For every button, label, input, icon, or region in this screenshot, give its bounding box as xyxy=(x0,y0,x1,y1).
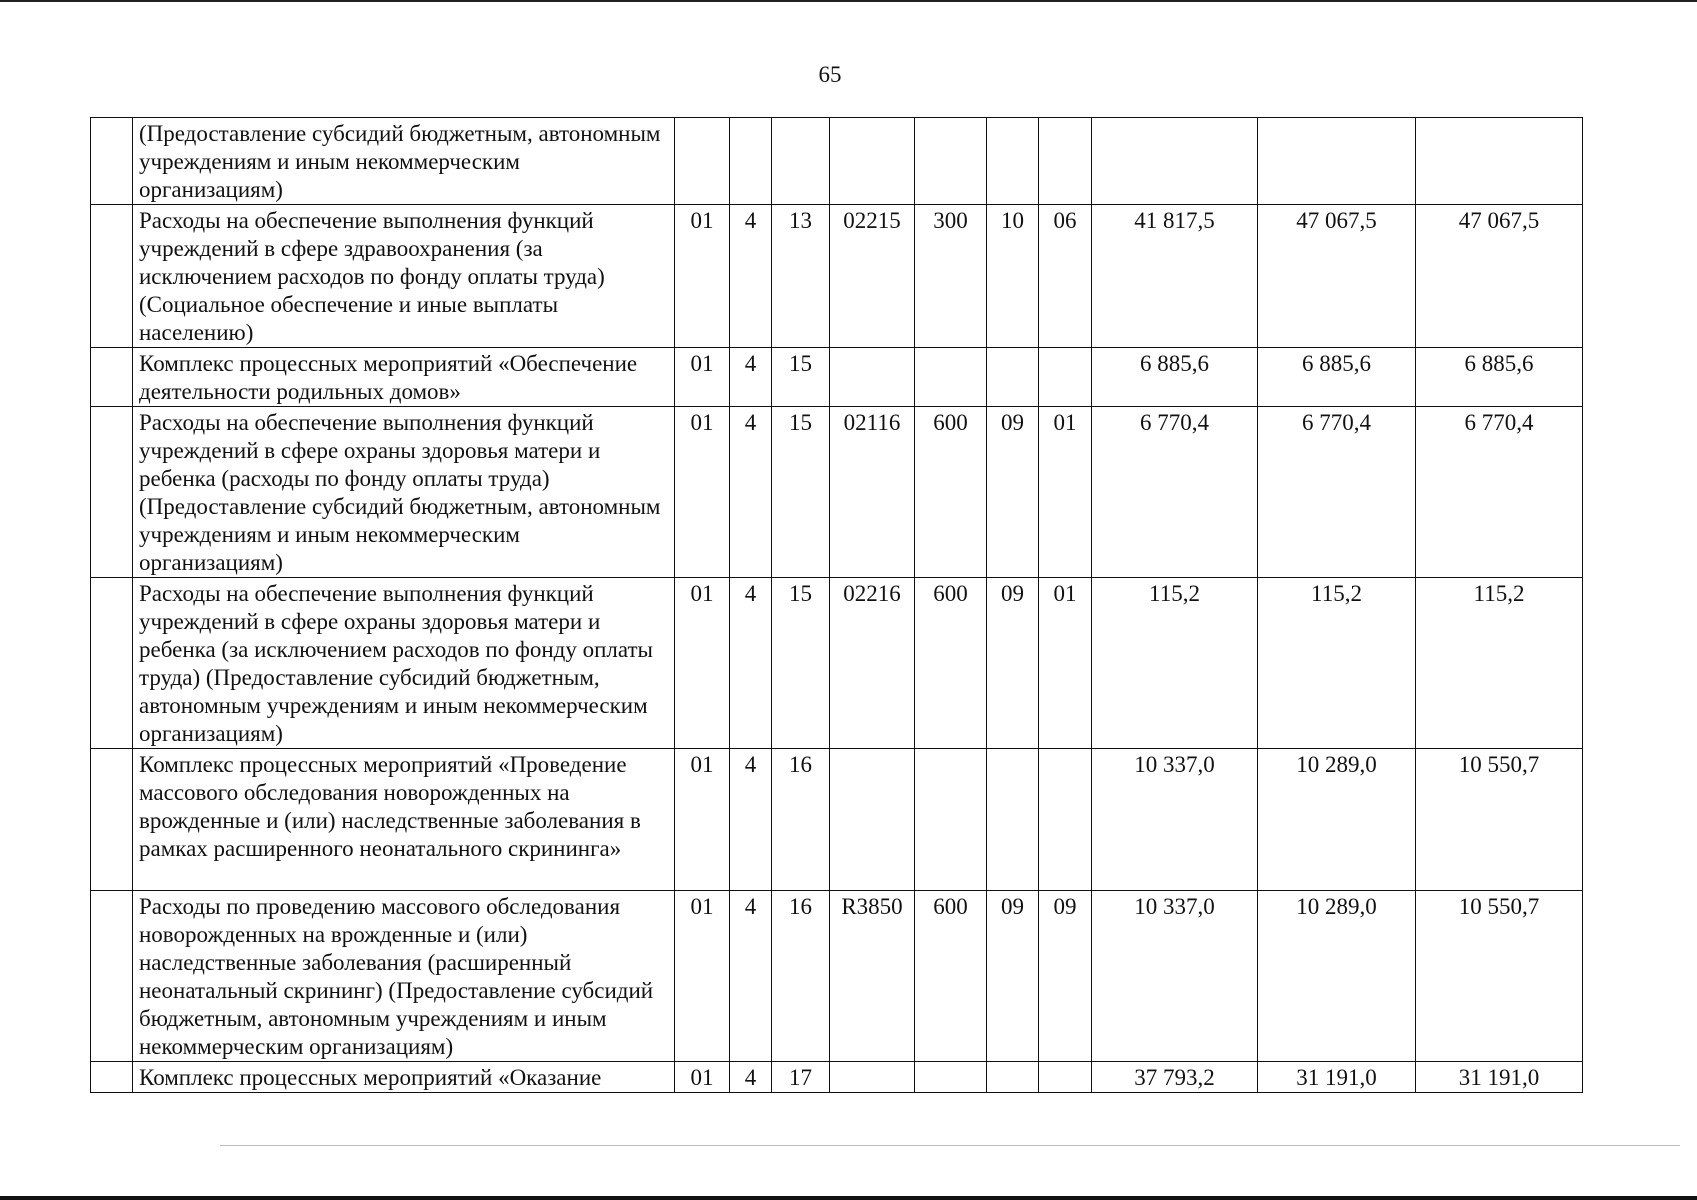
amount-cell-2: 47 067,5 xyxy=(1258,205,1416,348)
amount-cell-3: 6 770,4 xyxy=(1416,407,1583,578)
expense-type-cell xyxy=(915,749,987,891)
description-cell: Расходы по проведению массового обследования новорожденных на врожденные и (или) наследственные заболевания (расширенный неонатальный скрининг) (Предоставление субсидий бюджетным, автономным учреждениям и иным некоммерческим организациям) xyxy=(133,891,675,1062)
section-code-cell xyxy=(987,118,1039,205)
subprogram-code-cell: 4 xyxy=(730,749,772,891)
activity-code-cell: 16 xyxy=(772,891,830,1062)
expense-type-cell: 600 xyxy=(915,407,987,578)
amount-cell-1: 6 770,4 xyxy=(1092,407,1258,578)
scan-top-edge xyxy=(0,0,1697,2)
expense-type-cell xyxy=(915,118,987,205)
subprogram-code-cell: 4 xyxy=(730,891,772,1062)
table-row xyxy=(91,118,1583,205)
scan-bottom-edge xyxy=(0,1196,1697,1200)
expense-type-cell: 600 xyxy=(915,891,987,1062)
description-cell: Комплекс процессных мероприятий «Проведение массового обследования новорожденных на врожденные и (или) наследственные заболевания в рамках расширенного неонатального скрининга» xyxy=(133,749,675,891)
subprogram-code-cell: 4 xyxy=(730,348,772,407)
program-code-cell: 01 xyxy=(675,891,730,1062)
amount-cell-1: 115,2 xyxy=(1092,578,1258,749)
activity-code-cell: 15 xyxy=(772,578,830,749)
description-cell: Комплекс процессных мероприятий «Оказание xyxy=(133,1062,675,1093)
program-code-cell: 01 xyxy=(675,749,730,891)
amount-cell-2 xyxy=(1258,118,1416,205)
description-cell: Расходы на обеспечение выполнения функций учреждений в сфере охраны здоровья матери и ребенка (расходы по фонду оплаты труда) (Предоставление субсидий бюджетным, автономным учреждениям и иным некоммерческим организациям) xyxy=(133,407,675,578)
amount-cell-3: 10 550,7 xyxy=(1416,749,1583,891)
section-code-cell: 10 xyxy=(987,205,1039,348)
amount-cell-3: 47 067,5 xyxy=(1416,205,1583,348)
amount-cell-2: 115,2 xyxy=(1258,578,1416,749)
description-cell: (Предоставление субсидий бюджетным, автономным учреждениям и иным некоммерческим организациям) xyxy=(133,118,675,205)
amount-cell-3: 10 550,7 xyxy=(1416,891,1583,1062)
scan-artifact-line xyxy=(220,1145,1680,1146)
direction-code-cell xyxy=(830,1062,915,1093)
amount-cell-1: 10 337,0 xyxy=(1092,749,1258,891)
subprogram-code-cell: 4 xyxy=(730,1062,772,1093)
activity-code-cell: 15 xyxy=(772,348,830,407)
amount-cell-2: 10 289,0 xyxy=(1258,891,1416,1062)
amount-cell-1: 41 817,5 xyxy=(1092,205,1258,348)
amount-cell-1: 10 337,0 xyxy=(1092,891,1258,1062)
program-code-cell: 01 xyxy=(675,1062,730,1093)
direction-code-cell xyxy=(830,118,915,205)
amount-cell-3 xyxy=(1416,118,1583,205)
program-code-cell: 01 xyxy=(675,348,730,407)
amount-cell-3: 6 885,6 xyxy=(1416,348,1583,407)
description-cell: Расходы на обеспечение выполнения функций учреждений в сфере охраны здоровья матери и ребенка (за исключением расходов по фонду оплаты труда) (Предоставление субсидий бюджетным, автономным учреждениям и иным некоммерческим организациям) xyxy=(133,578,675,749)
table-row xyxy=(91,749,1583,891)
amount-cell-1 xyxy=(1092,118,1258,205)
section-code-cell: 09 xyxy=(987,407,1039,578)
row-number-cell xyxy=(91,891,133,1062)
expense-type-cell xyxy=(915,1062,987,1093)
subprogram-code-cell: 4 xyxy=(730,578,772,749)
row-number-cell xyxy=(91,578,133,749)
row-number-cell xyxy=(91,749,133,891)
activity-code-cell: 17 xyxy=(772,1062,830,1093)
program-code-cell: 01 xyxy=(675,407,730,578)
amount-cell-2: 6 770,4 xyxy=(1258,407,1416,578)
row-number-cell xyxy=(91,205,133,348)
subsection-code-cell: 01 xyxy=(1039,407,1092,578)
row-number-cell xyxy=(91,118,133,205)
section-code-cell xyxy=(987,348,1039,407)
amount-cell-2: 10 289,0 xyxy=(1258,749,1416,891)
program-code-cell xyxy=(675,118,730,205)
activity-code-cell: 13 xyxy=(772,205,830,348)
row-number-cell xyxy=(91,407,133,578)
subsection-code-cell xyxy=(1039,118,1092,205)
direction-code-cell: R3850 xyxy=(830,891,915,1062)
subprogram-code-cell xyxy=(730,118,772,205)
description-cell: Расходы на обеспечение выполнения функций учреждений в сфере здравоохранения (за исключением расходов по фонду оплаты труда) (Социальное обеспечение и иные выплаты населению) xyxy=(133,205,675,348)
subsection-code-cell xyxy=(1039,749,1092,891)
expense-type-cell xyxy=(915,348,987,407)
subsection-code-cell xyxy=(1039,348,1092,407)
direction-code-cell: 02116 xyxy=(830,407,915,578)
direction-code-cell: 02216 xyxy=(830,578,915,749)
table-row xyxy=(91,348,1583,407)
subprogram-code-cell: 4 xyxy=(730,407,772,578)
section-code-cell: 09 xyxy=(987,891,1039,1062)
description-cell: Комплекс процессных мероприятий «Обеспечение деятельности родильных домов» xyxy=(133,348,675,407)
section-code-cell: 09 xyxy=(987,578,1039,749)
table-row xyxy=(91,407,1583,578)
page-number: 65 xyxy=(818,62,842,87)
amount-cell-3: 31 191,0 xyxy=(1416,1062,1583,1093)
subprogram-code-cell: 4 xyxy=(730,205,772,348)
expense-type-cell: 600 xyxy=(915,578,987,749)
activity-code-cell: 16 xyxy=(772,749,830,891)
program-code-cell: 01 xyxy=(675,578,730,749)
subsection-code-cell: 09 xyxy=(1039,891,1092,1062)
subsection-code-cell: 06 xyxy=(1039,205,1092,348)
subsection-code-cell xyxy=(1039,1062,1092,1093)
amount-cell-2: 31 191,0 xyxy=(1258,1062,1416,1093)
expense-type-cell: 300 xyxy=(915,205,987,348)
table-row xyxy=(91,205,1583,348)
section-code-cell xyxy=(987,1062,1039,1093)
table-row xyxy=(91,578,1583,749)
row-number-cell xyxy=(91,348,133,407)
budget-table xyxy=(90,117,1583,1093)
table-row xyxy=(91,891,1583,1062)
amount-cell-1: 6 885,6 xyxy=(1092,348,1258,407)
amount-cell-1: 37 793,2 xyxy=(1092,1062,1258,1093)
row-number-cell xyxy=(91,1062,133,1093)
subsection-code-cell: 01 xyxy=(1039,578,1092,749)
table-row xyxy=(91,1062,1583,1093)
direction-code-cell xyxy=(830,348,915,407)
program-code-cell: 01 xyxy=(675,205,730,348)
activity-code-cell xyxy=(772,118,830,205)
amount-cell-2: 6 885,6 xyxy=(1258,348,1416,407)
section-code-cell xyxy=(987,749,1039,891)
direction-code-cell: 02215 xyxy=(830,205,915,348)
direction-code-cell xyxy=(830,749,915,891)
amount-cell-3: 115,2 xyxy=(1416,578,1583,749)
activity-code-cell: 15 xyxy=(772,407,830,578)
